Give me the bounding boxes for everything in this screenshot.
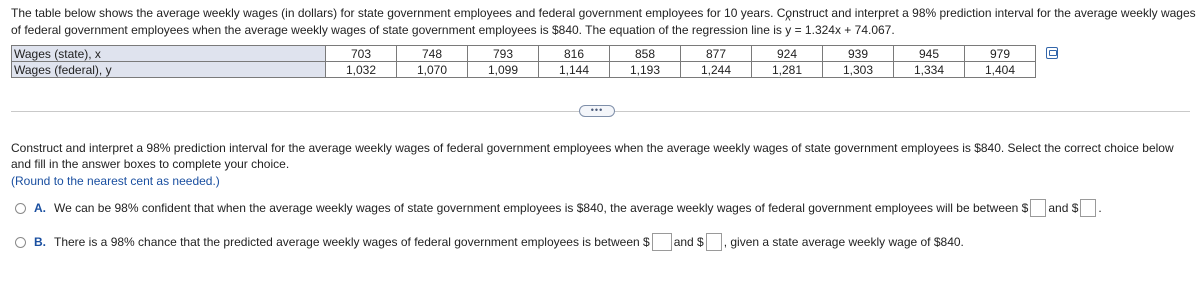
option-a-text: We can be 98% confident that when the average weekly wages of state government employees is $840, the average weekly wages of federal government employees will be between $ bbox=[54, 201, 1029, 215]
table-cell: 793 bbox=[468, 46, 539, 62]
table-cell: 1,334 bbox=[894, 62, 965, 78]
table-cell: 1,281 bbox=[752, 62, 823, 78]
option-b-end-text: , given a state average weekly wage of $840. bbox=[723, 235, 964, 249]
table-cell: 1,404 bbox=[965, 62, 1036, 78]
option-a-and-text: and $ bbox=[1048, 201, 1079, 215]
option-b-and-text: and $ bbox=[673, 235, 704, 249]
table-row bbox=[12, 46, 1036, 62]
table-cell: 1,244 bbox=[681, 62, 752, 78]
option-b-text: There is a 98% chance that the predicted average weekly wages of federal government employees is between $ bbox=[54, 235, 650, 249]
table-cell: 703 bbox=[326, 46, 397, 62]
option-a-letter: A. bbox=[34, 201, 46, 215]
option-a-upper-bound-input[interactable] bbox=[1080, 199, 1096, 217]
table-cell: 979 bbox=[965, 46, 1036, 62]
option-a-lower-bound-input[interactable] bbox=[1030, 199, 1046, 217]
rounding-instruction: (Round to the nearest cent as needed.) bbox=[11, 174, 220, 188]
table-cell: 1,193 bbox=[610, 62, 681, 78]
table-cell: 858 bbox=[610, 46, 681, 62]
option-b-letter: B. bbox=[34, 235, 46, 249]
table-cell: 1,144 bbox=[539, 62, 610, 78]
table-cell: 1,070 bbox=[397, 62, 468, 78]
y-hat-symbol: ^ y bbox=[785, 22, 791, 39]
option-b-radio[interactable] bbox=[15, 237, 26, 248]
table-cell: 1,303 bbox=[823, 62, 894, 78]
row-label-state: Wages (state), x bbox=[12, 46, 326, 62]
option-a[interactable] bbox=[15, 199, 1102, 217]
question-text: Construct and interpret a 98% prediction interval for the average weekly wages of federal government employees when the average weekly wages of state government employees is $840. Select the correct choice below and fill in the answer boxes to complete your choice. bbox=[11, 141, 1174, 171]
option-b-upper-bound-input[interactable] bbox=[706, 233, 722, 251]
regression-equation: = 1.324x + 74.067. bbox=[794, 23, 895, 37]
table-cell: 945 bbox=[894, 46, 965, 62]
table-cell: 877 bbox=[681, 46, 752, 62]
problem-statement bbox=[11, 5, 1196, 39]
table-cell: 1,099 bbox=[468, 62, 539, 78]
problem-text: The table below shows the average weekly wages (in dollars) for state government employees and federal government employees for 10 years. Construct and interpret a 98% prediction interval for the average weekly wages of federal government employees when the average weekly wages of state government employees is $840. The equation of the regression line is bbox=[11, 6, 1196, 37]
option-b[interactable] bbox=[15, 233, 964, 251]
copy-data-icon[interactable] bbox=[1046, 47, 1058, 59]
table-cell: 924 bbox=[752, 46, 823, 62]
option-a-radio[interactable] bbox=[15, 203, 26, 214]
option-b-lower-bound-input[interactable] bbox=[652, 233, 672, 251]
row-label-federal: Wages (federal), y bbox=[12, 62, 326, 78]
expand-more-button[interactable]: ••• bbox=[579, 105, 615, 117]
option-a-end-text: . bbox=[1098, 201, 1102, 215]
table-cell: 816 bbox=[539, 46, 610, 62]
table-cell: 1,032 bbox=[326, 62, 397, 78]
table-cell: 939 bbox=[823, 46, 894, 62]
table-row bbox=[12, 62, 1036, 78]
table-cell: 748 bbox=[397, 46, 468, 62]
wages-data-table bbox=[11, 45, 1036, 78]
